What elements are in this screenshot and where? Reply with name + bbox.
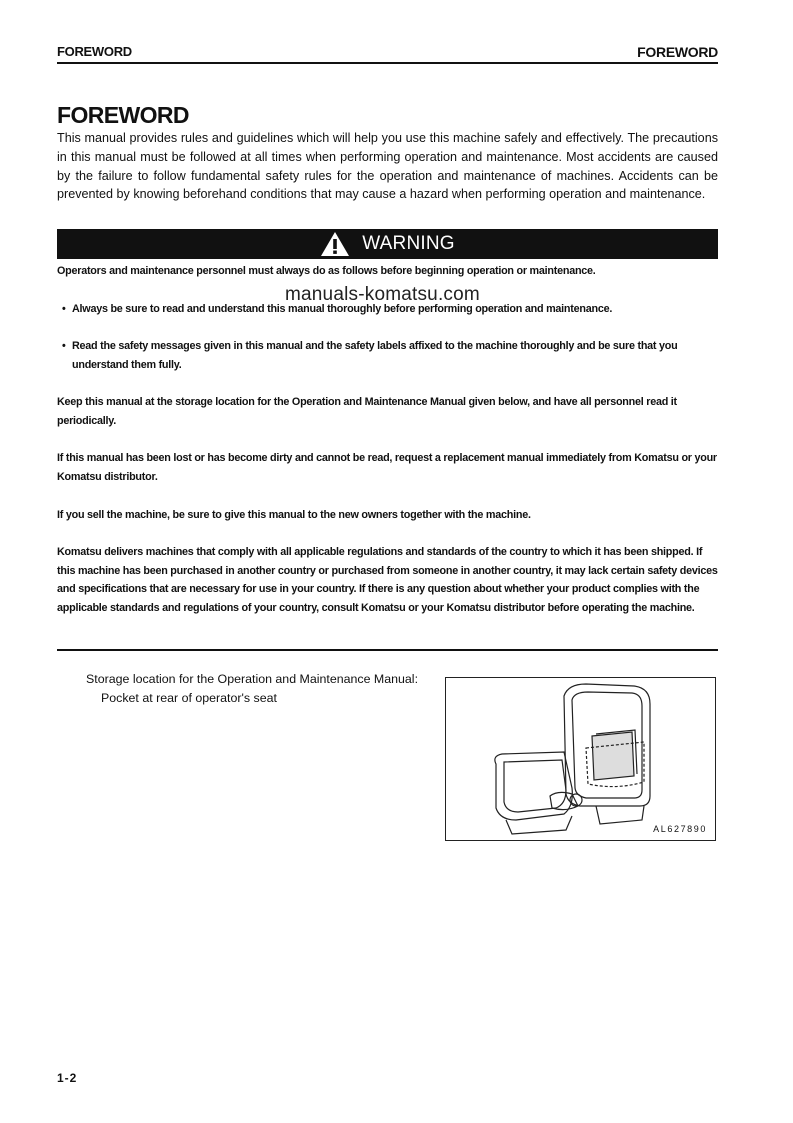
warning-lead: Operators and maintenance personnel must always do as follows before beginning operation or maintenance. (57, 265, 596, 277)
warning-banner (57, 229, 718, 259)
header-rule (57, 62, 718, 64)
storage-label: Storage location for the Operation and Maintenance Manual: (86, 672, 419, 686)
warning-triangle-icon (320, 231, 350, 257)
warning-bullet-1: • Always be sure to read and understand this manual thoroughly before performing operation and maintenance. (62, 300, 728, 319)
figure-code: AL627890 (653, 824, 707, 834)
warning-paragraph-4: Komatsu delivers machines that comply with all applicable regulations and standards of the country to which it has been shipped. If this machine has been purchased in another country or purchased from someone in another country, it may lack certain safety devices and specifications that are necessary for use in your country. If there is any question about whether your product complies with the applicable standards and regulations of your country, consult Komatsu or your Komatsu distributor before operating the machine. (57, 546, 718, 614)
intro-paragraph: This manual provides rules and guidelines which will help you use this machine safely and effectively. The precautions in this manual must be followed at all times when performing operation and maintenance. Most accidents are caused by the failure to follow fundamental safety rules for the operation and maintenance of machines. Accidents can be prevented by knowing beforehand conditions that may cause a hazard when performing operation and maintenance. (57, 131, 718, 202)
warning-paragraph-2: If this manual has been lost or has become dirty and cannot be read, request a replacement manual immediately from Komatsu or your Komatsu distributor. (57, 452, 717, 483)
storage-note (86, 670, 418, 708)
watermark: manuals-komatsu.com (285, 284, 480, 305)
storage-location: Pocket at rear of operator's seat (101, 691, 277, 705)
warning-paragraph-3: If you sell the machine, be sure to give this manual to the new owners together with the machine. (57, 509, 531, 521)
operator-seat-illustration (446, 678, 715, 840)
warning-label: WARNING (362, 233, 455, 254)
section-rule (57, 649, 718, 651)
page-number: 1-2 (57, 1071, 78, 1085)
running-header-right: FOREWORD (637, 44, 718, 60)
seat-figure (445, 677, 716, 841)
page-title: FOREWORD (57, 102, 189, 128)
warning-paragraph-1: Keep this manual at the storage location for the Operation and Maintenance Manual given below, and have all personnel read it periodically. (57, 396, 677, 427)
warning-bullet-2: • Read the safety messages given in this manual and the safety labels affixed to the machine thoroughly and be sure that you understand them fully. (62, 337, 728, 374)
running-header-left: FOREWORD (57, 44, 132, 59)
